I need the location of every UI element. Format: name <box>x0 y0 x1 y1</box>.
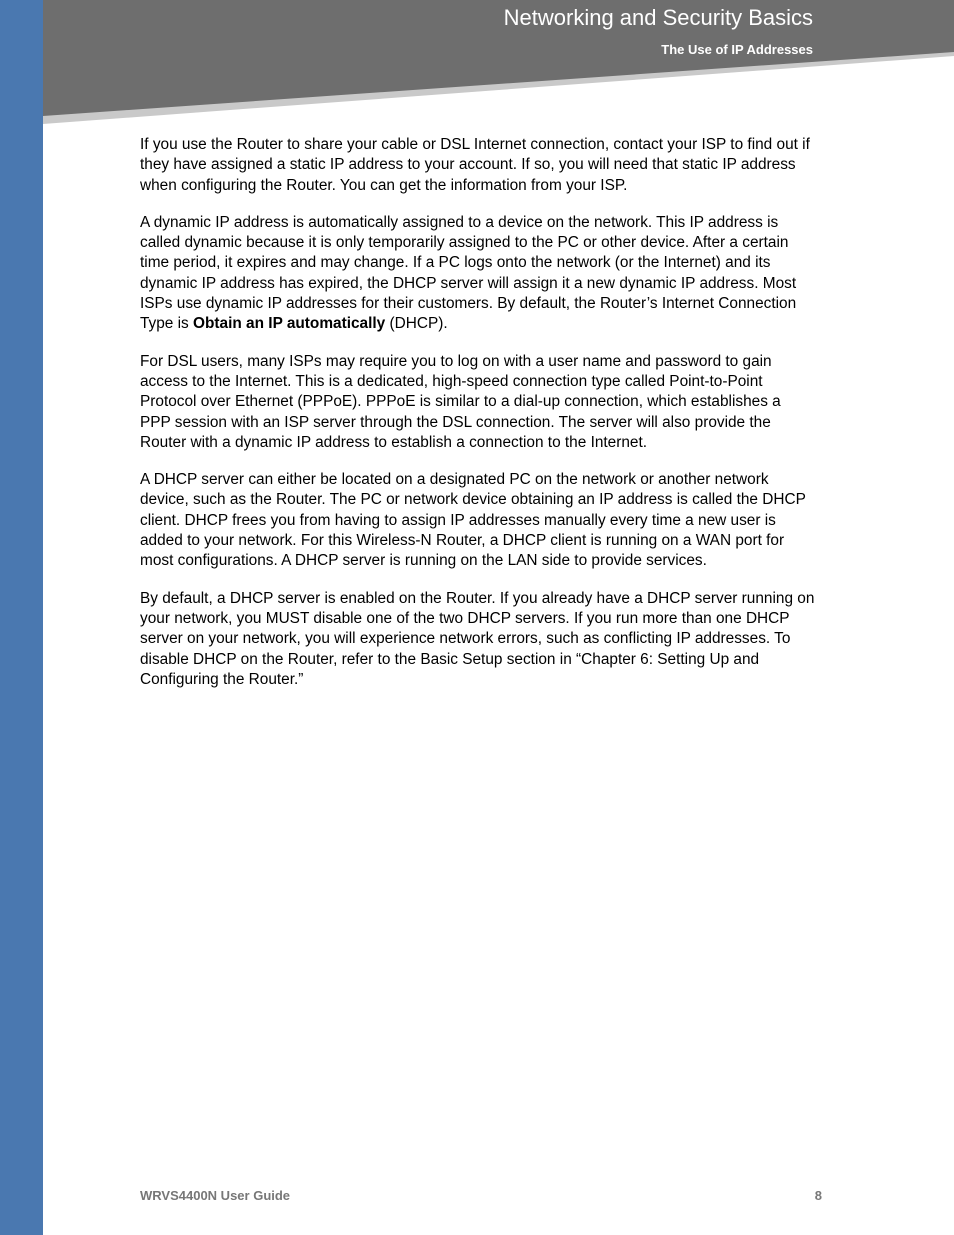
paragraph-dynamic-ip-end: (DHCP). <box>385 315 448 333</box>
connection-type-emphasis: Obtain an IP automatically <box>193 315 386 333</box>
page-header-subtitle: The Use of IP Addresses <box>661 42 813 57</box>
footer-page-number: 8 <box>814 1188 822 1203</box>
paragraph-dynamic-ip <box>140 213 815 335</box>
body-content <box>140 135 815 707</box>
page-header-title: Networking and Security Basics <box>503 5 813 30</box>
paragraph-dynamic-ip-text: A dynamic IP address is automatically assigned to a device on the network. This IP address is called dynamic because it is only temporarily assigned to the PC or other device. After a certain time period, it expires and may change. If a PC logs onto the network (or the Internet) and its dynamic IP address has expired, the DHCP server will assign it a new dynamic IP address. Most ISPs use dynamic IP addresses for their customers. By default, the Router’s Internet Connection Type is <box>140 213 797 333</box>
paragraph-dhcp-server: A DHCP server can either be located on a designated PC on the network or another network device, such as the Router. The PC or network device obtaining an IP address is called the DHCP client. DHCP frees you from having to assign IP addresses manually every time a new user is added to your network. For this Wireless-N Router, a DHCP client is running on a WAN port for most configurations. A DHCP server is running on the LAN side to provide services. <box>140 471 806 570</box>
header-fill <box>43 0 954 116</box>
paragraph-dhcp-default: By default, a DHCP server is enabled on the Router. If you already have a DHCP server running on your network, you MUST disable one of the two DHCP servers. If you run more than one DHCP server on your network, you will experience network errors, such as conflicting IP addresses. To disable DHCP on the Router, refer to the Basic Setup section in “Chapter 6: Setting Up and Configuring the Router.” <box>140 589 815 688</box>
paragraph-pppoe: For DSL users, many ISPs may require you to log on with a user name and password to gain access to the Internet. This is a dedicated, high-speed connection type called Point-to-Point Protocol over Ethernet (PPPoE). PPPoE is similar to a dial-up connection, which establishes a PPP session with an ISP server through the DSL connection. The server will also provide the Router with a dynamic IP address to establish a connection to the Internet. <box>140 352 781 451</box>
paragraph-static-ip: If you use the Router to share your cable or DSL Internet connection, contact your ISP to find out if they have assigned a static IP address to your account. If so, you will need that static IP address when configuring the Router. You can get the information from your ISP. <box>140 136 810 194</box>
footer-guide-name: WRVS4400N User Guide <box>140 1188 291 1203</box>
side-accent-bar <box>0 0 43 1235</box>
